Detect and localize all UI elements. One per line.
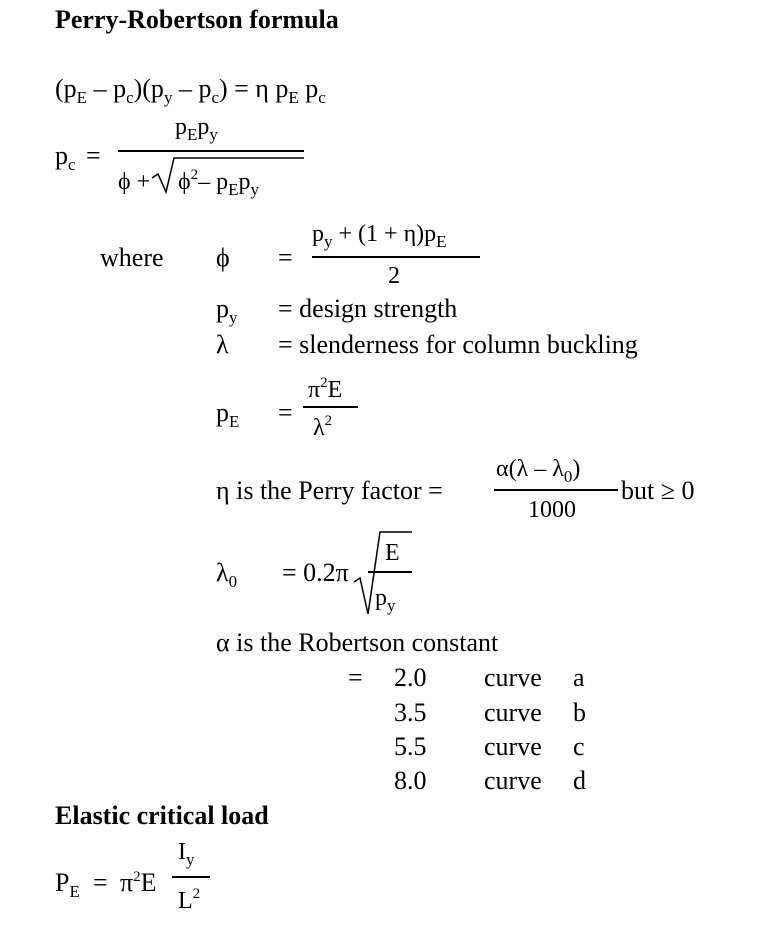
pc-numerator: $p_Ep_y$ [175,114,218,144]
pE-fraction-bar [303,406,358,408]
pc-denominator-phi: ϕ + [118,169,151,195]
pE-denominator: $\lambda^2$ [313,413,333,441]
curve-label: curve [484,663,542,692]
eta-condition: but ≥ 0 [621,476,695,505]
eta-definition: η is the Perry factor = [216,476,443,505]
PE-coefficient: $\pi^2E$ [120,868,157,897]
curve-letter: a [573,663,585,692]
phi-numerator: $p_y + (1 + \eta)p_E$ [312,221,447,251]
pE-numerator: $\pi^2E$ [308,375,343,403]
phi-symbol: ϕ [216,243,230,272]
section-heading-perry-robertson: Perry-Robertson formula [55,5,339,34]
pc-equals: = [86,141,101,170]
curve-letter: b [573,698,586,727]
alpha-value: 8.0 [394,766,427,795]
PE-fraction-bar [172,876,210,878]
alpha-equals: = [348,663,363,692]
pc-fraction-bar [118,150,304,152]
alpha-value: 5.5 [394,732,427,761]
where-label: where [100,243,164,272]
section-heading-elastic-critical-load: Elastic critical load [55,801,269,830]
PE-symbol: $P_E$ [55,868,80,901]
eta-denominator: 1000 [528,497,576,523]
curve-letter: c [573,732,585,761]
perry-robertson-equation: $(p_E - p_c)(p_y - p_c) = \eta$ $p_E$ $p_c$ [55,74,326,107]
curve-letter: d [573,766,586,795]
lambda0-symbol: $\lambda_0$ [216,558,238,591]
curve-label: curve [484,732,542,761]
phi-fraction-bar [312,256,480,258]
lambda0-fraction-bar [368,571,412,573]
PE-equals: = [93,868,108,897]
PE-numerator: $I_y$ [178,839,195,869]
eta-fraction-bar [494,489,618,491]
pE-symbol: $p_E$ [216,398,240,431]
lambda-definition: = slenderness for column buckling [278,330,638,359]
eta-numerator: $\alpha(\lambda - \lambda_0)$ [496,456,581,486]
lambda0-numerator: E [385,540,400,566]
curve-label: curve [484,698,542,727]
lambda0-denominator: $p_y$ [375,585,396,615]
py-definition: = design strength [278,294,458,323]
py-symbol: $p_y$ [216,294,238,327]
alpha-value: 2.0 [394,663,427,692]
pc-symbol: $p_c$ [55,141,76,174]
curve-label: curve [484,766,542,795]
alpha-value: 3.5 [394,698,427,727]
phi-denominator: 2 [388,263,400,289]
alpha-definition: α is the Robertson constant [216,628,499,657]
pE-equals: = [278,398,293,427]
PE-denominator: $L^2$ [178,886,201,914]
pc-denominator-root: $\phi^2-$ $p_Ep_y$ [178,167,260,199]
phi-equals: = [278,243,293,272]
lambda0-coefficient: = 0.2π [282,558,349,587]
lambda-symbol: λ [216,330,229,359]
